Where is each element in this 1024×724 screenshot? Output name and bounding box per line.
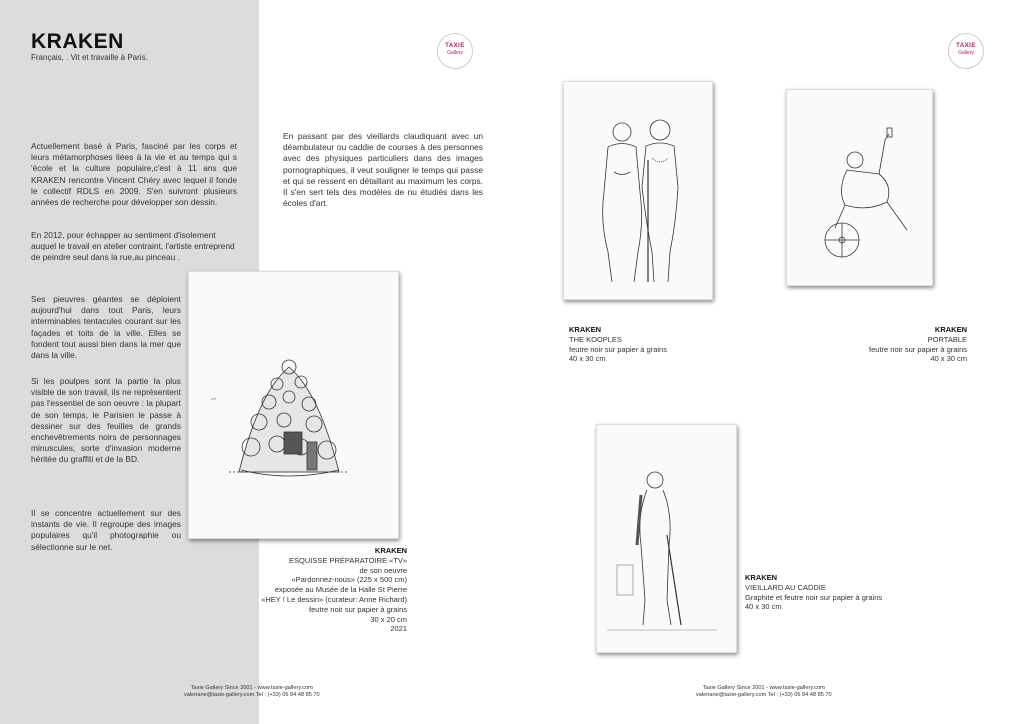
gallery-logo bbox=[437, 33, 473, 69]
caption-line: exposée au Musée de la Halle St Pierre bbox=[274, 585, 407, 595]
bio-paragraph-1: Actuellement basé à Paris, fasciné par les corps et leurs métamorphoses liées à la vie et au temps qui s 'école et la culture populaire,c'est à 11 ans que KRAKEN rencontre Vincent Chéry avec lequel il fonde le collectif RDLS en 2009. S'en suivront plusieurs années de recherche pour développer son dessin. bbox=[31, 141, 237, 208]
caption-line: 2021 bbox=[390, 624, 407, 634]
drawing-old-man-cane bbox=[597, 425, 736, 652]
footer-line: valeriane@taxie-gallery.com Tel : (+33) 06 84 48 85 70 bbox=[184, 692, 320, 698]
caption-artist: KRAKEN bbox=[934, 325, 967, 334]
bio-paragraph-3: Ses pieuvres géantes se déploient aujourd'hui dans tout Paris, leurs interminables tentacules courant sur les façades et toits de la ville. Elles se fondent tout aussi bien dans la mer que dans la ville. bbox=[31, 294, 181, 361]
bio-paragraph-6: En passant par des vieillards claudiquant avec un déambulateur ou caddie de courses à des personnes avec des physiques particuliers dans des images pornographiques, il veut souligner le temps qui passe et qui se ressent en détaillant au maximum les corps. Il s'en sert tels des modèles de nu étudiés dans les écoles d'art. bbox=[283, 131, 483, 209]
caption-artist: KRAKEN bbox=[745, 573, 778, 582]
caption-title: ESQUISSE PRÉPARATOIRE «TV» bbox=[289, 555, 407, 565]
caption-line: 40 x 30 cm bbox=[569, 354, 606, 364]
artwork-caption bbox=[569, 325, 667, 364]
caption-line: feutre noir sur papier à grains bbox=[869, 344, 967, 354]
page-footer-right bbox=[696, 685, 832, 699]
caption-line: «HEY ! Le dessin» (curateur: Anne Richard) bbox=[261, 594, 407, 604]
artwork-caption bbox=[745, 573, 882, 612]
artwork-caption bbox=[869, 325, 967, 364]
caption-line: 40 x 30 cm bbox=[745, 602, 782, 612]
footer-line: Taxie Gallery Since 2001 - www.taxie-gallery.com bbox=[190, 685, 313, 691]
caption-line: feutre noir sur papier à grains bbox=[309, 604, 407, 614]
bio-paragraph-5: Il se concentre actuellement sur des instants de vie. Il regroupe des images populaires qu'il photographie ou sélectionne sur le net. bbox=[31, 508, 181, 552]
caption-artist: KRAKEN bbox=[569, 325, 602, 334]
caption-title: PORTABLE bbox=[927, 334, 967, 344]
gallery-logo bbox=[948, 33, 984, 69]
logo-text-sub: Gallery bbox=[447, 50, 463, 56]
caption-title: VIEILLARD AU CADDIE bbox=[745, 582, 826, 592]
caption-line: 30 x 20 cm bbox=[370, 614, 407, 624]
svg-text:~: ~ bbox=[209, 393, 218, 404]
bio-paragraph-4: Si les poulpes sont la partie la plus visible de son travail, ils ne représentent pas l'essentiel de son oeuvre : la plupart de son temps, le Parisien le passe à dessiner sur des feuilles de grands enchevêtrements noirs de personnages minuscules, sorte d'invasion moderne héritée du graffiti et de la BD. bbox=[31, 376, 181, 465]
artwork-image-esquisse bbox=[188, 271, 399, 539]
logo-text-sub: Gallery bbox=[958, 50, 974, 56]
drawing-wheelchair-man bbox=[787, 90, 932, 285]
caption-line: feutre noir sur papier à grains bbox=[569, 344, 667, 354]
page-footer-left bbox=[184, 685, 320, 699]
drawing-pile-of-figures bbox=[189, 272, 398, 538]
caption-title: THE KOOPLES bbox=[569, 334, 622, 344]
footer-line: valeriane@taxie-gallery.com Tel : (+33) 06 84 48 85 70 bbox=[696, 692, 832, 698]
caption-line: Graphite et feutre noir sur papier à grains bbox=[745, 592, 883, 602]
caption-artist: KRAKEN bbox=[374, 546, 407, 555]
artwork-caption bbox=[261, 546, 407, 634]
artist-name: KRAKEN bbox=[31, 30, 124, 53]
caption-line: «Pardonnez-nous» (225 x 500 cm) bbox=[291, 575, 407, 585]
logo-text-main: TAXIE bbox=[445, 43, 465, 49]
artwork-image-the-kooples bbox=[563, 81, 713, 300]
caption-line: de son oeuvre bbox=[359, 565, 407, 575]
artwork-image-vieillard bbox=[596, 424, 737, 653]
footer-line: Taxie Gallery Since 2001 - www.taxie-gallery.com bbox=[702, 685, 825, 691]
artwork-image-portable bbox=[786, 89, 933, 286]
caption-line: 40 x 30 cm bbox=[930, 354, 967, 364]
drawing-nude-couple bbox=[564, 82, 712, 299]
logo-text-main: TAXIE bbox=[956, 43, 976, 49]
artist-subtitle: Français, . Vit et travaille à Paris. bbox=[31, 53, 148, 62]
bio-paragraph-2: En 2012, pour échapper au sentiment d'isolement auquel le travail en atelier contraint, l'artiste entreprend de peindre seul dans la rue,au pinceau . bbox=[31, 230, 235, 263]
